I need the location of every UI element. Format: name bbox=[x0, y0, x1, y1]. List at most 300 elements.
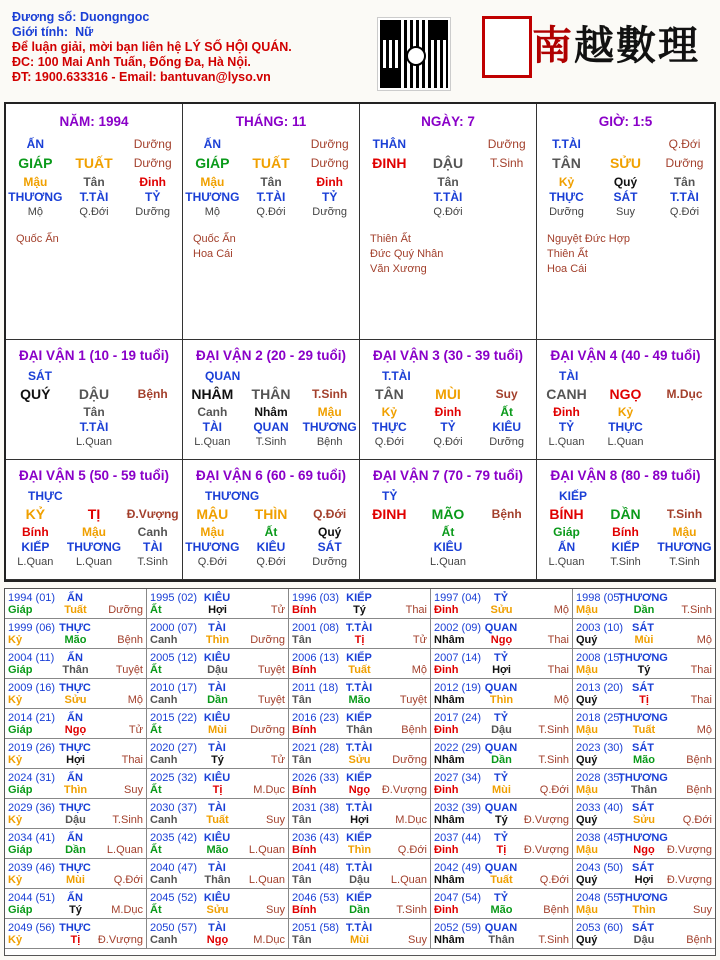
year-cell bbox=[289, 829, 431, 859]
year-cell bbox=[147, 889, 289, 919]
year-chi: Tuất bbox=[490, 874, 513, 886]
year-pillar-row bbox=[292, 693, 427, 707]
dai-van-chi: NGỌ bbox=[609, 386, 642, 402]
pillar-can: TÂN bbox=[552, 155, 581, 171]
year-pillar-row bbox=[8, 633, 143, 647]
pillar-hidden-row bbox=[537, 175, 714, 190]
year-ten-god: SÁT bbox=[632, 682, 654, 694]
dai-van-life-phase: T.Sinh bbox=[137, 556, 168, 568]
year-chi: Hợi bbox=[634, 874, 654, 886]
year-chi: Dậu bbox=[349, 874, 370, 886]
dai-van-cell bbox=[183, 340, 360, 460]
year-cell bbox=[5, 919, 147, 949]
pillar-chi: SỬU bbox=[609, 155, 642, 171]
year-pillar-row bbox=[150, 903, 285, 917]
pillar-can-chi-row bbox=[6, 156, 182, 171]
dai-van-ten-god: KIẾP bbox=[611, 540, 640, 554]
dai-van-life-phase bbox=[477, 555, 536, 570]
year-chi: Mùi bbox=[634, 634, 654, 646]
year-can: Tân bbox=[292, 874, 312, 886]
dai-van-cell bbox=[183, 460, 360, 580]
year-chi: Tuất bbox=[632, 724, 656, 736]
year-label: 2049 (56) bbox=[8, 922, 56, 934]
pillar-chi-right: Dưỡng bbox=[133, 156, 172, 170]
year-can: Bính bbox=[292, 604, 317, 616]
year-cell bbox=[147, 859, 289, 889]
year-label: 2017 (24) bbox=[434, 712, 482, 724]
year-can: Nhâm bbox=[434, 874, 465, 886]
year-ten-god: QUAN bbox=[484, 922, 518, 934]
year-phase: Tử bbox=[270, 604, 285, 616]
year-can: Nhâm bbox=[434, 814, 465, 826]
year-pillar-row bbox=[292, 903, 427, 917]
year-phase: Đ.Vượng bbox=[97, 934, 143, 946]
year-cell bbox=[573, 679, 715, 709]
year-cell bbox=[289, 709, 431, 739]
pillar-cell bbox=[360, 104, 537, 340]
year-pillar-row bbox=[576, 723, 712, 737]
year-chi: Thân bbox=[630, 784, 658, 796]
year-can: Canh bbox=[150, 634, 178, 646]
year-cell bbox=[147, 589, 289, 619]
year-pillar-row bbox=[434, 903, 569, 917]
dai-van-title: ĐẠI VẬN 3 (30 - 39 tuổi) bbox=[372, 348, 524, 363]
year-can: Giáp bbox=[8, 724, 33, 736]
year-label: 2002 (09) bbox=[434, 622, 482, 634]
year-phase: Q.Đới bbox=[113, 874, 143, 886]
year-pillar-row bbox=[292, 603, 427, 617]
dai-van-hidden-stem bbox=[6, 405, 65, 420]
pillar-chi: TUẤT bbox=[252, 155, 290, 171]
year-cell bbox=[431, 919, 573, 949]
year-cell bbox=[5, 889, 147, 919]
year-chi: Ngọ bbox=[633, 844, 655, 856]
year-can: Canh bbox=[150, 754, 178, 766]
year-cell bbox=[5, 649, 147, 679]
year-chi: Hợi bbox=[350, 814, 369, 826]
year-can: Quý bbox=[576, 934, 598, 946]
year-chi: Tuất bbox=[64, 604, 87, 616]
pillar-hidden-stem: Kỷ bbox=[558, 175, 575, 189]
pillar-phase: Q.Đới bbox=[256, 206, 286, 218]
year-cell bbox=[431, 589, 573, 619]
dai-van-chi: THÌN bbox=[254, 506, 288, 522]
pillar-special-stars bbox=[360, 232, 536, 277]
pillar-hidden-stem: Tân bbox=[83, 175, 105, 189]
year-pillar-row bbox=[8, 723, 143, 737]
pillar-phase-row bbox=[6, 205, 182, 220]
year-label: 2034 (41) bbox=[8, 832, 56, 844]
dai-van-hidden-row bbox=[360, 405, 536, 420]
dai-van-hidden-stem: Ất bbox=[500, 405, 513, 419]
year-cell bbox=[5, 739, 147, 769]
year-cell bbox=[147, 649, 289, 679]
year-label: 2000 (07) bbox=[150, 622, 198, 634]
pillar-special-stars bbox=[537, 232, 714, 277]
dai-van-hidden-stem: Kỷ bbox=[617, 405, 634, 419]
year-label: 2021 (28) bbox=[292, 742, 340, 754]
year-pillar-row bbox=[434, 633, 569, 647]
dai-van-ten-god: ẤN bbox=[557, 540, 576, 554]
year-label: 2023 (30) bbox=[576, 742, 624, 754]
year-phase: Tử bbox=[128, 724, 143, 736]
year-label: 2053 (60) bbox=[576, 922, 624, 934]
year-cell bbox=[289, 589, 431, 619]
year-ten-god: KIÊU bbox=[203, 772, 231, 784]
dai-van-hidden-stem: Tân bbox=[83, 405, 105, 419]
pillar-hidden-stem: Đinh bbox=[316, 175, 343, 189]
year-can: Giáp bbox=[8, 604, 33, 616]
year-phase: Mộ bbox=[696, 634, 712, 646]
dai-van-can-chi-row bbox=[537, 507, 714, 522]
pillar-star-row bbox=[537, 190, 714, 205]
year-chi: Mão bbox=[632, 754, 655, 766]
year-cell bbox=[5, 619, 147, 649]
year-ten-god: SÁT bbox=[632, 742, 654, 754]
year-phase: Đ.Vượng bbox=[523, 814, 569, 826]
year-cell bbox=[573, 589, 715, 619]
year-cell bbox=[573, 829, 715, 859]
dai-van-chi: MÃO bbox=[431, 506, 465, 522]
year-pillar-row bbox=[434, 723, 569, 737]
dai-van-can: QUÝ bbox=[20, 386, 51, 402]
year-pillar-row bbox=[434, 813, 569, 827]
dai-van-phase: T.Sinh bbox=[666, 507, 703, 521]
dai-van-hidden-stem: Nhâm bbox=[254, 405, 288, 419]
year-pillar-row bbox=[8, 753, 143, 767]
year-phase: Tử bbox=[270, 754, 285, 766]
year-ten-god: TÀI bbox=[208, 922, 226, 934]
year-phase: Q.Đới bbox=[397, 844, 427, 856]
pillar-title: GIỜ: 1:5 bbox=[598, 114, 653, 129]
year-can: Bính bbox=[292, 784, 317, 796]
year-label: 2039 (46) bbox=[8, 862, 56, 874]
dai-van-hidden-row bbox=[537, 405, 714, 420]
dai-van-life-phase: L.Quan bbox=[17, 556, 54, 568]
year-phase: Suy bbox=[266, 904, 285, 916]
pillar-hidden-stem: Đinh bbox=[139, 175, 166, 189]
pillar-cell bbox=[6, 104, 183, 340]
year-phase: Suy bbox=[408, 934, 427, 946]
year-pillar-row bbox=[434, 663, 569, 677]
pillar-top-right: Dưỡng bbox=[487, 137, 526, 151]
pillar-ten-god: THỰC bbox=[549, 190, 584, 204]
year-label: 2052 (59) bbox=[434, 922, 482, 934]
year-pillar-row bbox=[434, 873, 569, 887]
dai-van-god-row bbox=[6, 540, 182, 555]
year-ten-god: KIẾP bbox=[346, 592, 372, 604]
year-cell bbox=[147, 739, 289, 769]
dai-van-god-row bbox=[6, 420, 182, 435]
year-cell bbox=[573, 709, 715, 739]
year-cell bbox=[5, 799, 147, 829]
year-chi: Tý bbox=[637, 664, 651, 676]
year-chi: Tị bbox=[70, 934, 81, 946]
year-can: Canh bbox=[150, 874, 178, 886]
dai-van-hidden-stem: Bính bbox=[21, 525, 49, 539]
year-chi: Ngọ bbox=[64, 724, 87, 736]
year-cell bbox=[5, 829, 147, 859]
owner-value: Duongngoc bbox=[79, 10, 150, 24]
year-pillar-row bbox=[292, 753, 427, 767]
year-chi: Thân bbox=[204, 874, 231, 886]
dai-van-phase-row bbox=[6, 435, 182, 450]
year-pillar-row bbox=[434, 693, 569, 707]
year-cell bbox=[147, 709, 289, 739]
pillar-phase: Q.Đới bbox=[433, 206, 463, 218]
dai-van-life-phase: L.Quan bbox=[429, 556, 467, 568]
year-can: Mậu bbox=[576, 724, 598, 736]
year-label: 2046 (53) bbox=[292, 892, 340, 904]
year-pillar-row bbox=[434, 783, 569, 797]
dai-van-phase: T.Sinh bbox=[311, 387, 348, 401]
year-ten-god: TÀI bbox=[208, 682, 226, 694]
dai-van-cell bbox=[6, 460, 183, 580]
year-cell bbox=[147, 769, 289, 799]
year-chi: Hợi bbox=[492, 664, 511, 676]
pillar-top-row bbox=[183, 137, 359, 152]
year-label: 2038 (45) bbox=[576, 832, 624, 844]
year-phase: Q.Đới bbox=[539, 874, 569, 886]
year-chi: Tý bbox=[69, 904, 82, 916]
pillar-phase: Q.Đới bbox=[669, 206, 700, 218]
year-ten-god: T.TÀI bbox=[345, 682, 373, 694]
year-ten-god: T.TÀI bbox=[345, 742, 373, 754]
year-chi: Mão bbox=[206, 844, 229, 856]
year-cell bbox=[147, 619, 289, 649]
year-chi: Thân bbox=[62, 664, 89, 676]
year-can: Giáp bbox=[8, 904, 33, 916]
year-chi: Mùi bbox=[66, 874, 85, 886]
year-label: 1996 (03) bbox=[292, 592, 340, 604]
dai-van-hidden-stem: Ất bbox=[264, 525, 278, 539]
special-star: Hoa Cái bbox=[547, 263, 587, 275]
dai-van-hidden-stem: Ất bbox=[441, 525, 455, 539]
year-phase: Mộ bbox=[553, 694, 569, 706]
dai-van-ten-god: TỶ bbox=[440, 420, 456, 434]
pillar-star-row bbox=[183, 190, 359, 205]
year-pillar-row bbox=[576, 693, 712, 707]
year-can: Đinh bbox=[434, 664, 459, 676]
year-ten-god: SÁT bbox=[632, 622, 654, 634]
dai-van-hidden-row bbox=[183, 405, 359, 420]
pillar-top-row bbox=[6, 137, 182, 152]
year-ten-god: KIẾP bbox=[346, 712, 372, 724]
year-label: 2047 (54) bbox=[434, 892, 482, 904]
year-chi: Dần bbox=[633, 604, 655, 616]
pillar-chi-right: T.Sinh bbox=[489, 156, 524, 170]
year-ten-god: THƯƠNG bbox=[618, 892, 668, 904]
pillar-phase-row bbox=[360, 205, 536, 220]
year-cell bbox=[573, 769, 715, 799]
year-label: 2008 (15) bbox=[576, 652, 624, 664]
year-label: 2040 (47) bbox=[150, 862, 198, 874]
dai-van-life-phase: L.Quan bbox=[548, 556, 585, 568]
dai-van-life-phase bbox=[6, 435, 65, 450]
year-grid bbox=[5, 589, 715, 949]
dai-van-life-phase bbox=[123, 435, 182, 450]
pillar-top-right: Dưỡng bbox=[310, 137, 349, 151]
pillar-ten-god: T.TÀI bbox=[79, 190, 109, 204]
dai-van-can: ĐINH bbox=[372, 506, 407, 522]
year-can: Kỷ bbox=[8, 634, 23, 646]
dai-van-hidden-stem: Đinh bbox=[434, 405, 462, 419]
year-label: 2024 (31) bbox=[8, 772, 56, 784]
dai-van-ten-god: TÀI bbox=[142, 540, 163, 554]
pillar-hidden-stem bbox=[360, 175, 419, 190]
dai-van-hidden-stem: Quý bbox=[317, 525, 342, 539]
year-phase: Suy bbox=[124, 784, 143, 796]
dai-van-hidden-row bbox=[537, 525, 714, 540]
year-label: 2030 (37) bbox=[150, 802, 198, 814]
year-ten-god: T.TÀI bbox=[345, 622, 373, 634]
year-label: 1997 (04) bbox=[434, 592, 482, 604]
pillar-cell bbox=[183, 104, 360, 340]
year-cell bbox=[289, 679, 431, 709]
dai-van-phase-row bbox=[6, 555, 182, 570]
year-pillar-row bbox=[8, 813, 143, 827]
special-star: Thiên Ất bbox=[547, 248, 588, 260]
year-cell bbox=[289, 919, 431, 949]
year-label: 2027 (34) bbox=[434, 772, 482, 784]
year-ten-god: THƯƠNG bbox=[618, 772, 668, 784]
year-ten-god: TỶ bbox=[493, 592, 509, 604]
dai-van-life-phase: Bệnh bbox=[316, 436, 343, 448]
year-label: 2001 (08) bbox=[292, 622, 340, 634]
dai-van-title: ĐẠI VẬN 4 (40 - 49 tuổi) bbox=[550, 348, 701, 363]
dai-van-can-chi-row bbox=[183, 507, 359, 522]
dai-van-hidden-row bbox=[6, 405, 182, 420]
year-ten-god: THƯƠNG bbox=[618, 712, 668, 724]
year-can: Nhâm bbox=[434, 694, 465, 706]
year-cell bbox=[147, 799, 289, 829]
year-can: Kỷ bbox=[8, 874, 23, 886]
year-cell bbox=[289, 889, 431, 919]
year-label: 1998 (05) bbox=[576, 592, 624, 604]
dai-van-hidden-stem: Canh bbox=[197, 405, 228, 419]
dai-van-can: BÍNH bbox=[549, 506, 584, 522]
year-label: 2014 (21) bbox=[8, 712, 56, 724]
pillar-can-chi-row bbox=[183, 156, 359, 171]
year-label: 2007 (14) bbox=[434, 652, 482, 664]
year-phase: Đ.Vượng bbox=[523, 844, 569, 856]
year-ten-god: TỶ bbox=[493, 772, 509, 784]
year-pillar-row bbox=[292, 873, 427, 887]
year-label: 2032 (39) bbox=[434, 802, 482, 814]
gender-label: Giới tính: bbox=[12, 25, 69, 39]
year-label: 2022 (29) bbox=[434, 742, 482, 754]
year-label: 2009 (16) bbox=[8, 682, 56, 694]
year-ten-god: THỰC bbox=[59, 622, 91, 634]
year-can: Tân bbox=[292, 754, 312, 766]
year-label: 2033 (40) bbox=[576, 802, 624, 814]
year-phase: Đ.Vượng bbox=[666, 874, 712, 886]
year-can: Nhâm bbox=[434, 934, 465, 946]
brand-logo: 南越數理 bbox=[532, 22, 700, 69]
year-label: 1994 (01) bbox=[8, 592, 56, 604]
year-ten-god: TÀI bbox=[208, 742, 226, 754]
pillar-hidden-row bbox=[360, 175, 536, 190]
year-phase: Suy bbox=[266, 814, 285, 826]
year-chi: Sửu bbox=[348, 754, 371, 766]
phone-email-line: ĐT: 1900.633316 - Email: bantuvan@lyso.vn bbox=[12, 70, 271, 84]
year-pillar-row bbox=[150, 753, 285, 767]
year-cell bbox=[289, 619, 431, 649]
four-pillars bbox=[6, 104, 714, 340]
year-label: 2041 (48) bbox=[292, 862, 340, 874]
dai-van-can-chi-row bbox=[6, 507, 182, 522]
year-can: Mậu bbox=[576, 604, 598, 616]
dai-van-phase: Q.Đới bbox=[313, 507, 347, 521]
pillar-top-row bbox=[537, 137, 714, 152]
year-phase: M.Dục bbox=[111, 904, 143, 916]
pillar-phase-row bbox=[183, 205, 359, 220]
year-ten-god: ẤN bbox=[67, 772, 83, 784]
pillar-hidden-row bbox=[183, 175, 359, 190]
year-ten-god: TỶ bbox=[493, 652, 509, 664]
dai-van-chi: DẬU bbox=[78, 386, 110, 402]
pillar-can: GIÁP bbox=[195, 155, 230, 171]
year-label: 2015 (22) bbox=[150, 712, 198, 724]
dai-van-life-phase: L.Quan bbox=[75, 436, 113, 448]
year-label: 2011 (18) bbox=[292, 682, 339, 694]
year-ten-god: SÁT bbox=[632, 802, 654, 814]
special-star: Văn Xương bbox=[370, 263, 427, 275]
year-chi: Tý bbox=[353, 604, 366, 616]
year-pillar-row bbox=[576, 663, 712, 677]
year-chi: Mùi bbox=[350, 934, 369, 946]
year-pillar-row bbox=[292, 783, 427, 797]
year-phase: Mộ bbox=[553, 604, 569, 616]
year-ten-god: QUAN bbox=[484, 682, 518, 694]
dai-van-god-row bbox=[183, 420, 359, 435]
year-pillar-row bbox=[576, 903, 712, 917]
dai-van-ten-god: SÁT bbox=[317, 540, 342, 554]
year-label: 2025 (32) bbox=[150, 772, 198, 784]
dai-van-hidden-row bbox=[360, 525, 536, 540]
year-can: Quý bbox=[576, 634, 598, 646]
year-ten-god: KIÊU bbox=[203, 832, 231, 844]
dai-van-life-phase: T.Sinh bbox=[255, 436, 287, 448]
year-cell bbox=[289, 769, 431, 799]
year-chi: Dậu bbox=[491, 724, 512, 736]
year-ten-god: THƯƠNG bbox=[618, 652, 668, 664]
year-can: Quý bbox=[576, 754, 598, 766]
year-ten-god: THƯƠNG bbox=[618, 592, 668, 604]
pillar-cell bbox=[537, 104, 714, 340]
year-label: 2031 (38) bbox=[292, 802, 340, 814]
year-label: 2048 (55) bbox=[576, 892, 624, 904]
dai-van-star: TÀI bbox=[559, 369, 579, 383]
dai-van-life-phase: L.Quan bbox=[194, 436, 231, 448]
dai-van-title: ĐẠI VẬN 6 (60 - 69 tuổi) bbox=[195, 468, 347, 483]
dai-van-ten-god bbox=[360, 540, 419, 555]
year-label: 2028 (35) bbox=[576, 772, 624, 784]
pillar-ten-god: THƯƠNG bbox=[8, 190, 63, 204]
year-pillar-row bbox=[576, 813, 712, 827]
pillar-title: NGÀY: 7 bbox=[421, 114, 475, 129]
dai-van-hidden-stem bbox=[477, 525, 536, 540]
year-phase: Suy bbox=[693, 904, 712, 916]
pillar-ten-god bbox=[360, 190, 419, 205]
year-chi: Dần bbox=[65, 844, 86, 856]
dai-van-life-phase: Q.Đới bbox=[433, 436, 463, 448]
qr-code-icon bbox=[378, 18, 450, 90]
year-phase: Q.Đới bbox=[682, 814, 712, 826]
pillar-hidden-stem: Mậu bbox=[23, 175, 48, 189]
year-phase: Mộ bbox=[411, 664, 427, 676]
year-cell bbox=[5, 769, 147, 799]
